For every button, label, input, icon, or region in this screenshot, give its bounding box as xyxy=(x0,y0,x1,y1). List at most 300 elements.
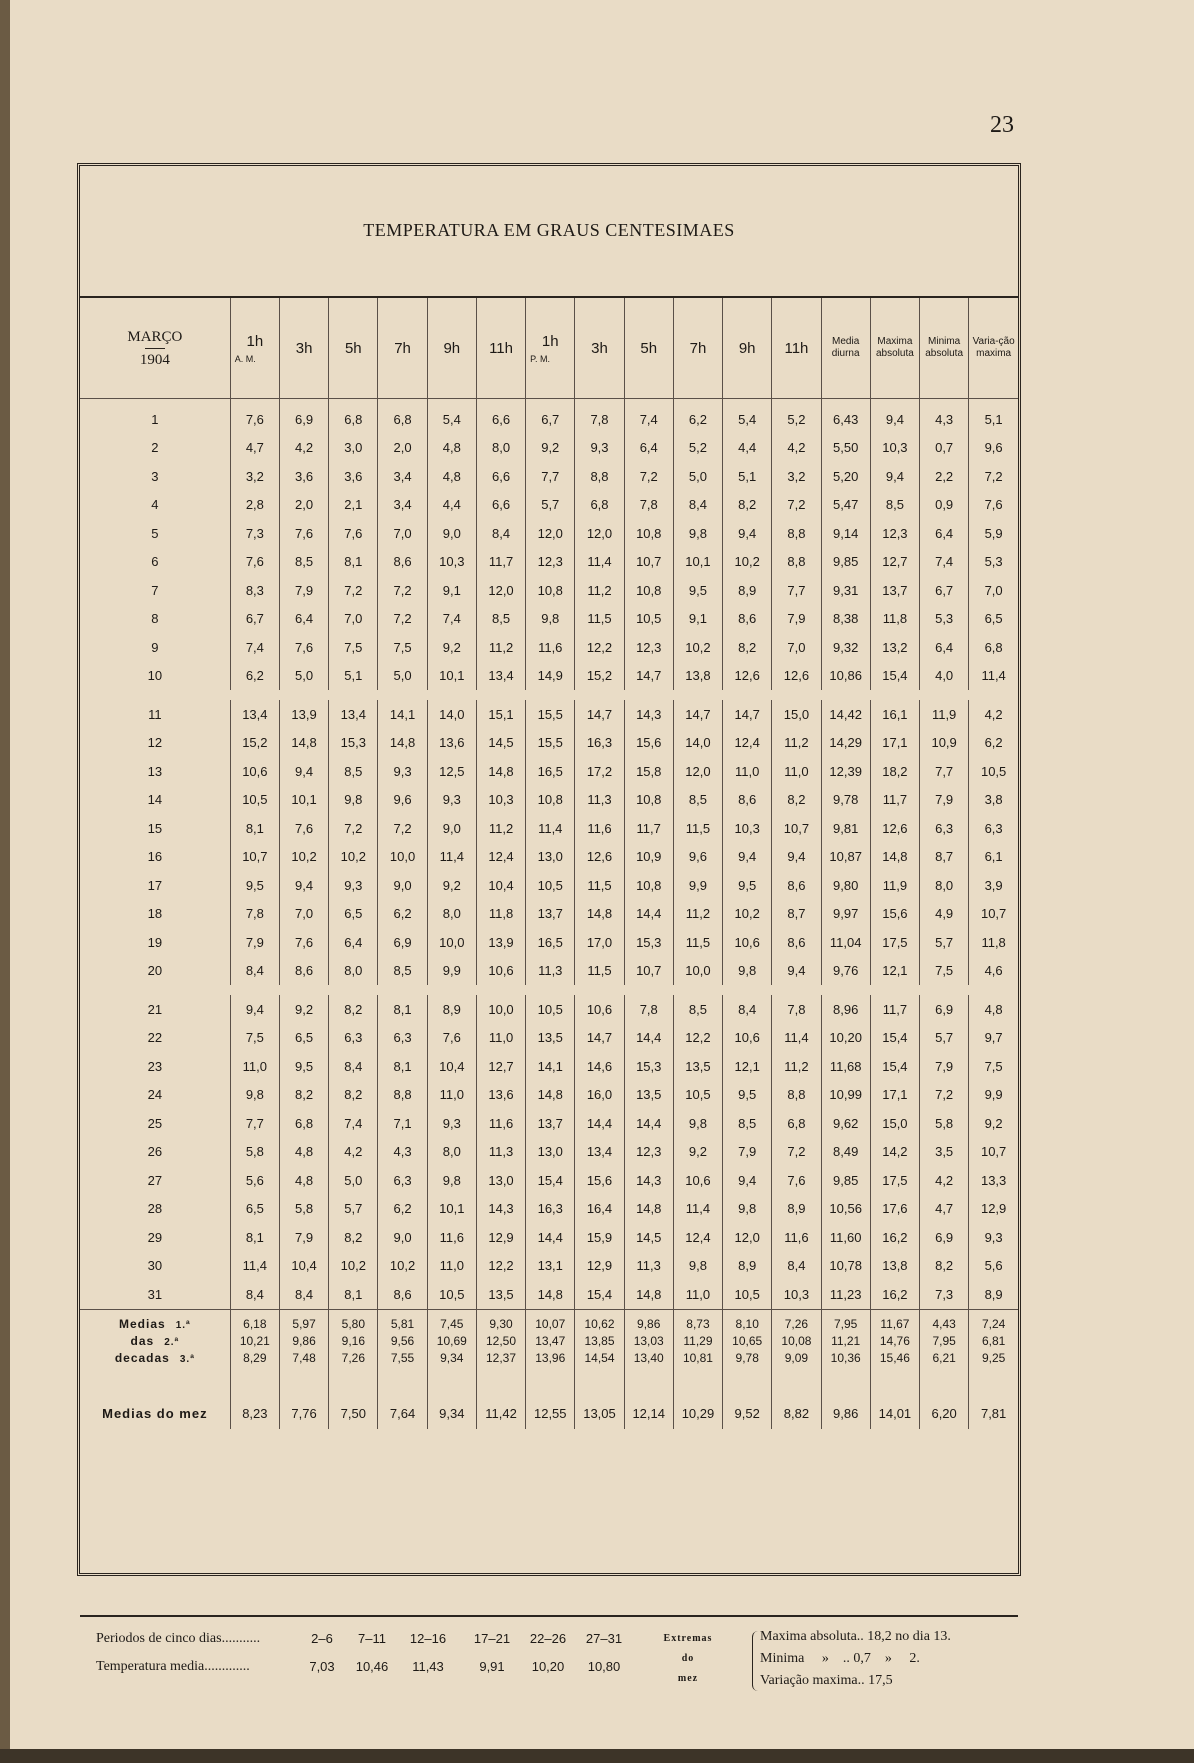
value-cell: 6,9 xyxy=(279,399,328,434)
value-cell: 13,9 xyxy=(476,928,525,957)
table-row xyxy=(80,814,1018,843)
table-row xyxy=(80,1252,1018,1281)
value-cell: 7,9 xyxy=(920,1052,969,1081)
value-cell: 17,5 xyxy=(870,928,919,957)
value-cell: 3,9 xyxy=(969,871,1018,900)
table-row xyxy=(80,399,1018,434)
decade-mean-row xyxy=(80,1309,1018,1333)
day-cell: 16 xyxy=(147,849,163,865)
value-cell: 5,6 xyxy=(230,1166,279,1195)
decade-mean-cell: 11,67 xyxy=(870,1309,919,1333)
decade-mean-cell: 14,54 xyxy=(575,1350,624,1367)
day-cell: 29 xyxy=(147,1229,163,1245)
value-cell: 9,0 xyxy=(378,871,427,900)
value-cell: 11,6 xyxy=(772,1223,821,1252)
value-cell: 4,2 xyxy=(920,1166,969,1195)
footer xyxy=(80,1615,1018,1735)
value-cell: 7,6 xyxy=(329,519,378,548)
value-cell: 13,5 xyxy=(476,1280,525,1309)
value-cell: 16,1 xyxy=(870,700,919,729)
value-cell: 15,6 xyxy=(870,900,919,929)
value-cell: 10,2 xyxy=(723,548,772,577)
value-cell: 8,5 xyxy=(329,757,378,786)
value-cell: 9,14 xyxy=(821,519,870,548)
value-cell: 8,96 xyxy=(821,995,870,1024)
value-cell: 7,9 xyxy=(772,605,821,634)
value-cell: 8,49 xyxy=(821,1138,870,1167)
hour-header: 11h xyxy=(476,298,525,399)
value-cell: 6,2 xyxy=(673,399,722,434)
decade-label-cell xyxy=(80,1333,230,1350)
value-cell: 11,2 xyxy=(673,900,722,929)
value-cell: 5,9 xyxy=(969,519,1018,548)
value-cell: 7,6 xyxy=(230,399,279,434)
value-cell: 10,20 xyxy=(821,1024,870,1053)
day-cell: 28 xyxy=(147,1201,163,1217)
table-row xyxy=(80,462,1018,491)
decade-mean-cell: 12,37 xyxy=(476,1350,525,1367)
decade-mean-cell: 7,48 xyxy=(279,1350,328,1367)
value-cell: 3,4 xyxy=(378,462,427,491)
value-cell: 4,2 xyxy=(772,434,821,463)
value-cell: 8,7 xyxy=(920,843,969,872)
hour-header: 11h xyxy=(772,298,821,399)
value-cell: 8,2 xyxy=(329,995,378,1024)
value-cell: 10,5 xyxy=(969,757,1018,786)
value-cell: 9,4 xyxy=(772,843,821,872)
table-row xyxy=(80,519,1018,548)
value-cell: 5,0 xyxy=(673,462,722,491)
value-cell: 9,4 xyxy=(723,843,772,872)
value-cell: 6,8 xyxy=(378,399,427,434)
value-cell: 4,3 xyxy=(378,1138,427,1167)
day-cell: 12 xyxy=(147,735,163,751)
value-cell: 9,3 xyxy=(969,1223,1018,1252)
value-cell: 15,2 xyxy=(230,729,279,758)
value-cell: 11,5 xyxy=(575,871,624,900)
value-cell: 8,5 xyxy=(673,786,722,815)
decade-label-text: das xyxy=(130,1334,155,1348)
value-cell: 8,7 xyxy=(772,900,821,929)
value-cell: 7,0 xyxy=(378,519,427,548)
day-cell: 30 xyxy=(147,1258,163,1274)
decade-mean-cell: 9,09 xyxy=(772,1350,821,1367)
table-row xyxy=(80,729,1018,758)
value-cell: 7,2 xyxy=(378,576,427,605)
value-cell: 8,0 xyxy=(329,957,378,986)
value-cell: 3,8 xyxy=(969,786,1018,815)
period-temperature: 10,20 xyxy=(531,1659,565,1674)
value-cell: 6,8 xyxy=(329,399,378,434)
value-cell: 11,0 xyxy=(772,757,821,786)
value-cell: 13,0 xyxy=(476,1166,525,1195)
value-cell: 12,6 xyxy=(870,814,919,843)
value-cell: 10,0 xyxy=(476,995,525,1024)
value-cell: 10,99 xyxy=(821,1081,870,1110)
value-cell: 5,1 xyxy=(969,399,1018,434)
hour-header: 7h xyxy=(378,298,427,399)
am-label: A. M. xyxy=(234,353,256,364)
extreme-variacao: Variação maxima.. 17,5 xyxy=(760,1673,893,1688)
value-cell: 9,4 xyxy=(870,462,919,491)
value-cell: 7,6 xyxy=(230,548,279,577)
decade-mean-cell: 13,96 xyxy=(526,1350,575,1367)
value-cell: 10,0 xyxy=(378,843,427,872)
hour-header: 3h xyxy=(279,298,328,399)
value-cell: 2,2 xyxy=(920,462,969,491)
day-cell: 24 xyxy=(147,1087,163,1103)
value-cell: 6,4 xyxy=(329,928,378,957)
value-cell: 10,6 xyxy=(723,1024,772,1053)
value-cell: 13,9 xyxy=(279,700,328,729)
decade-mean-cell: 7,95 xyxy=(920,1333,969,1350)
value-cell: 6,2 xyxy=(378,900,427,929)
day-cell: 18 xyxy=(147,906,163,922)
value-cell: 10,6 xyxy=(230,757,279,786)
value-cell: 8,1 xyxy=(329,1280,378,1309)
table-row xyxy=(80,1195,1018,1224)
temperature-media-label: Temperatura media............. xyxy=(96,1659,250,1674)
value-cell: 12,3 xyxy=(624,1138,673,1167)
value-cell: 14,1 xyxy=(526,1052,575,1081)
value-cell: 16,2 xyxy=(870,1280,919,1309)
period-range: 17–21 xyxy=(473,1631,511,1646)
decade-mean-cell: 10,36 xyxy=(821,1350,870,1367)
value-cell: 8,8 xyxy=(772,548,821,577)
table-row xyxy=(80,633,1018,662)
decade-number: 3.ª xyxy=(179,1354,195,1365)
value-cell: 10,2 xyxy=(279,843,328,872)
value-cell: 17,5 xyxy=(870,1166,919,1195)
day-cell: 17 xyxy=(147,877,163,893)
value-cell: 4,8 xyxy=(427,462,476,491)
value-cell: 4,9 xyxy=(920,900,969,929)
value-cell: 10,5 xyxy=(526,995,575,1024)
value-cell: 15,4 xyxy=(575,1280,624,1309)
day-cell: 27 xyxy=(147,1172,163,1188)
decade-mean-cell: 5,81 xyxy=(378,1309,427,1333)
value-cell: 7,2 xyxy=(624,462,673,491)
header-row xyxy=(80,298,1018,399)
value-cell: 9,8 xyxy=(329,786,378,815)
value-cell: 8,5 xyxy=(870,491,919,520)
value-cell: 15,0 xyxy=(772,700,821,729)
value-cell: 8,2 xyxy=(279,1081,328,1110)
value-cell: 6,2 xyxy=(378,1195,427,1224)
decade-mean-cell: 10,81 xyxy=(673,1350,722,1367)
value-cell: 11,7 xyxy=(476,548,525,577)
day-cell: 9 xyxy=(151,639,159,655)
value-cell: 7,4 xyxy=(427,605,476,634)
decade-mean-cell: 8,29 xyxy=(230,1350,279,1367)
value-cell: 18,2 xyxy=(870,757,919,786)
value-cell: 5,50 xyxy=(821,434,870,463)
value-cell: 6,5 xyxy=(279,1024,328,1053)
value-cell: 12,3 xyxy=(624,633,673,662)
value-cell: 13,8 xyxy=(673,662,722,691)
month-mean-cell: 12,14 xyxy=(624,1367,673,1429)
value-cell: 8,4 xyxy=(230,957,279,986)
decade-number: 2.ª xyxy=(164,1337,180,1348)
pm-label: P. M. xyxy=(530,353,550,364)
table-row xyxy=(80,576,1018,605)
decade-mean-cell: 13,03 xyxy=(624,1333,673,1350)
value-cell: 2,8 xyxy=(230,491,279,520)
value-cell: 8,6 xyxy=(723,786,772,815)
value-cell: 13,7 xyxy=(526,900,575,929)
value-cell: 10,6 xyxy=(723,928,772,957)
value-cell: 13,6 xyxy=(476,1081,525,1110)
value-cell: 15,3 xyxy=(624,1052,673,1081)
value-cell: 9,5 xyxy=(230,871,279,900)
value-cell: 12,4 xyxy=(723,729,772,758)
value-cell: 8,8 xyxy=(772,1081,821,1110)
decade-mean-cell: 9,34 xyxy=(427,1350,476,1367)
value-cell: 9,4 xyxy=(870,399,919,434)
value-cell: 7,5 xyxy=(230,1024,279,1053)
value-cell: 6,8 xyxy=(969,633,1018,662)
table-row xyxy=(80,900,1018,929)
value-cell: 15,2 xyxy=(575,662,624,691)
value-cell: 14,4 xyxy=(575,1109,624,1138)
value-cell: 14,3 xyxy=(476,1195,525,1224)
value-cell: 14,4 xyxy=(624,900,673,929)
value-cell: 12,0 xyxy=(575,519,624,548)
value-cell: 9,5 xyxy=(723,1081,772,1110)
value-cell: 10,3 xyxy=(427,548,476,577)
value-cell: 14,5 xyxy=(624,1223,673,1252)
value-cell: 14,5 xyxy=(476,729,525,758)
table-row xyxy=(80,1052,1018,1081)
value-cell: 4,2 xyxy=(279,434,328,463)
month-mean-row xyxy=(80,1367,1018,1429)
value-cell: 12,9 xyxy=(476,1223,525,1252)
value-cell: 10,5 xyxy=(427,1280,476,1309)
table-row xyxy=(80,957,1018,986)
value-cell: 5,7 xyxy=(920,1024,969,1053)
value-cell: 7,7 xyxy=(230,1109,279,1138)
value-cell: 8,2 xyxy=(723,491,772,520)
month-mean-cell: 8,23 xyxy=(230,1367,279,1429)
value-cell: 9,8 xyxy=(723,957,772,986)
decade-mean-cell: 10,07 xyxy=(526,1309,575,1333)
day-cell: 15 xyxy=(147,820,163,836)
value-cell: 2,1 xyxy=(329,491,378,520)
value-cell: 7,2 xyxy=(378,814,427,843)
value-cell: 14,2 xyxy=(870,1138,919,1167)
extreme-minima: Minima » .. 0,7 » 2. xyxy=(760,1651,920,1666)
value-cell: 12,0 xyxy=(723,1223,772,1252)
value-cell: 16,2 xyxy=(870,1223,919,1252)
value-cell: 10,7 xyxy=(624,957,673,986)
value-cell: 11,2 xyxy=(772,1052,821,1081)
value-cell: 12,7 xyxy=(476,1052,525,1081)
value-cell: 10,6 xyxy=(673,1166,722,1195)
value-cell: 6,8 xyxy=(772,1109,821,1138)
value-cell: 4,6 xyxy=(969,957,1018,986)
value-cell: 10,3 xyxy=(723,814,772,843)
decade-mean-cell: 7,95 xyxy=(821,1309,870,1333)
value-cell: 6,7 xyxy=(230,605,279,634)
decade-mean-cell: 10,62 xyxy=(575,1309,624,1333)
value-cell: 11,0 xyxy=(476,1024,525,1053)
value-cell: 14,4 xyxy=(526,1223,575,1252)
value-cell: 7,5 xyxy=(920,957,969,986)
value-cell: 8,4 xyxy=(476,519,525,548)
value-cell: 9,8 xyxy=(673,1252,722,1281)
value-cell: 2,0 xyxy=(378,434,427,463)
value-cell: 6,3 xyxy=(969,814,1018,843)
value-cell: 13,8 xyxy=(870,1252,919,1281)
extremes-label-line: do xyxy=(681,1653,695,1664)
value-cell: 7,6 xyxy=(279,519,328,548)
value-cell: 11,7 xyxy=(870,995,919,1024)
value-cell: 9,4 xyxy=(279,757,328,786)
value-cell: 10,1 xyxy=(427,1195,476,1224)
value-cell: 6,9 xyxy=(378,928,427,957)
value-cell: 4,2 xyxy=(969,700,1018,729)
table-row xyxy=(80,757,1018,786)
decade-mean-cell: 5,97 xyxy=(279,1309,328,1333)
value-cell: 14,8 xyxy=(624,1195,673,1224)
month-mean-cell: 7,64 xyxy=(378,1367,427,1429)
value-cell: 7,9 xyxy=(279,576,328,605)
value-cell: 6,9 xyxy=(920,1223,969,1252)
value-cell: 9,97 xyxy=(821,900,870,929)
value-cell: 5,1 xyxy=(723,462,772,491)
day-cell: 5 xyxy=(151,525,159,541)
value-cell: 0,9 xyxy=(920,491,969,520)
day-cell: 10 xyxy=(147,668,163,684)
value-cell: 10,7 xyxy=(230,843,279,872)
period-range: 7–11 xyxy=(358,1631,386,1646)
value-cell: 15,3 xyxy=(624,928,673,957)
value-cell: 12,2 xyxy=(575,633,624,662)
value-cell: 14,4 xyxy=(624,1109,673,1138)
value-cell: 10,9 xyxy=(624,843,673,872)
temperature-table xyxy=(80,298,1018,1429)
value-cell: 6,5 xyxy=(969,605,1018,634)
decade-label-text: decadas xyxy=(114,1351,170,1365)
value-cell: 5,0 xyxy=(279,662,328,691)
value-cell: 6,4 xyxy=(624,434,673,463)
value-cell: 5,3 xyxy=(969,548,1018,577)
value-cell: 5,8 xyxy=(920,1109,969,1138)
period-range: 27–31 xyxy=(585,1631,623,1646)
value-cell: 14,8 xyxy=(870,843,919,872)
value-cell: 10,4 xyxy=(279,1252,328,1281)
table-title: TEMPERATURA EM GRAUS CENTESIMAES xyxy=(363,220,735,240)
table-row xyxy=(80,1109,1018,1138)
value-cell: 10,1 xyxy=(279,786,328,815)
value-cell: 7,2 xyxy=(969,462,1018,491)
value-cell: 8,4 xyxy=(673,491,722,520)
value-cell: 6,4 xyxy=(920,633,969,662)
value-cell: 10,2 xyxy=(673,633,722,662)
value-cell: 10,7 xyxy=(624,548,673,577)
value-cell: 7,7 xyxy=(920,757,969,786)
value-cell: 11,4 xyxy=(673,1195,722,1224)
value-cell: 6,2 xyxy=(230,662,279,691)
page-bottom-edge xyxy=(0,1749,1194,1763)
value-cell: 9,8 xyxy=(526,605,575,634)
decade-mean-cell: 10,65 xyxy=(723,1333,772,1350)
value-cell: 8,1 xyxy=(329,548,378,577)
day-cell: 13 xyxy=(147,763,163,779)
table-row xyxy=(80,548,1018,577)
month-means-body xyxy=(80,1367,1018,1429)
value-cell: 15,5 xyxy=(526,700,575,729)
value-cell: 9,78 xyxy=(821,786,870,815)
table-row xyxy=(80,605,1018,634)
value-cell: 11,7 xyxy=(870,786,919,815)
value-cell: 8,3 xyxy=(230,576,279,605)
value-cell: 8,38 xyxy=(821,605,870,634)
value-cell: 7,2 xyxy=(772,491,821,520)
value-cell: 16,5 xyxy=(526,757,575,786)
value-cell: 5,0 xyxy=(378,662,427,691)
value-cell: 8,5 xyxy=(673,995,722,1024)
value-cell: 11,5 xyxy=(575,957,624,986)
value-cell: 15,4 xyxy=(870,1024,919,1053)
value-cell: 9,6 xyxy=(378,786,427,815)
month-mean-cell: 8,82 xyxy=(772,1367,821,1429)
month-mean-cell: 7,76 xyxy=(279,1367,328,1429)
value-cell: 10,8 xyxy=(624,576,673,605)
value-cell: 13,4 xyxy=(230,700,279,729)
value-cell: 17,2 xyxy=(575,757,624,786)
value-cell: 12,0 xyxy=(476,576,525,605)
value-cell: 8,2 xyxy=(772,786,821,815)
value-cell: 16,4 xyxy=(575,1195,624,1224)
value-cell: 11,23 xyxy=(821,1280,870,1309)
value-cell: 11,9 xyxy=(920,700,969,729)
extremes-label-line: mez xyxy=(677,1673,699,1684)
value-cell: 14,29 xyxy=(821,729,870,758)
periods-label: Periodos de cinco dias........... xyxy=(96,1631,261,1646)
table-row xyxy=(80,1024,1018,1053)
value-cell: 10,6 xyxy=(575,995,624,1024)
value-cell: 7,8 xyxy=(575,399,624,434)
decade-gap xyxy=(80,690,1018,700)
value-cell: 9,2 xyxy=(427,871,476,900)
value-cell: 6,6 xyxy=(476,462,525,491)
value-cell: 5,6 xyxy=(969,1252,1018,1281)
value-cell: 6,9 xyxy=(920,995,969,1024)
day-cell: 3 xyxy=(151,468,159,484)
value-cell: 11,3 xyxy=(575,786,624,815)
month-mean-cell: 7,81 xyxy=(969,1367,1018,1429)
value-cell: 9,3 xyxy=(575,434,624,463)
value-cell: 12,5 xyxy=(427,757,476,786)
variacao-maxima-header: Varia-ção maxima xyxy=(969,298,1018,399)
value-cell: 7,6 xyxy=(427,1024,476,1053)
value-cell: 10,78 xyxy=(821,1252,870,1281)
value-cell: 11,0 xyxy=(673,1280,722,1309)
decade-mean-cell: 7,24 xyxy=(969,1309,1018,1333)
day-cell: 6 xyxy=(151,554,159,570)
value-cell: 12,3 xyxy=(526,548,575,577)
decade-mean-cell: 11,29 xyxy=(673,1333,722,1350)
value-cell: 7,3 xyxy=(230,519,279,548)
value-cell: 11,60 xyxy=(821,1223,870,1252)
value-cell: 15,4 xyxy=(526,1166,575,1195)
value-cell: 10,8 xyxy=(624,519,673,548)
decade-mean-cell: 8,10 xyxy=(723,1309,772,1333)
period-range: 2–6 xyxy=(311,1631,333,1646)
month-mean-cell: 10,29 xyxy=(673,1367,722,1429)
value-cell: 13,1 xyxy=(526,1252,575,1281)
